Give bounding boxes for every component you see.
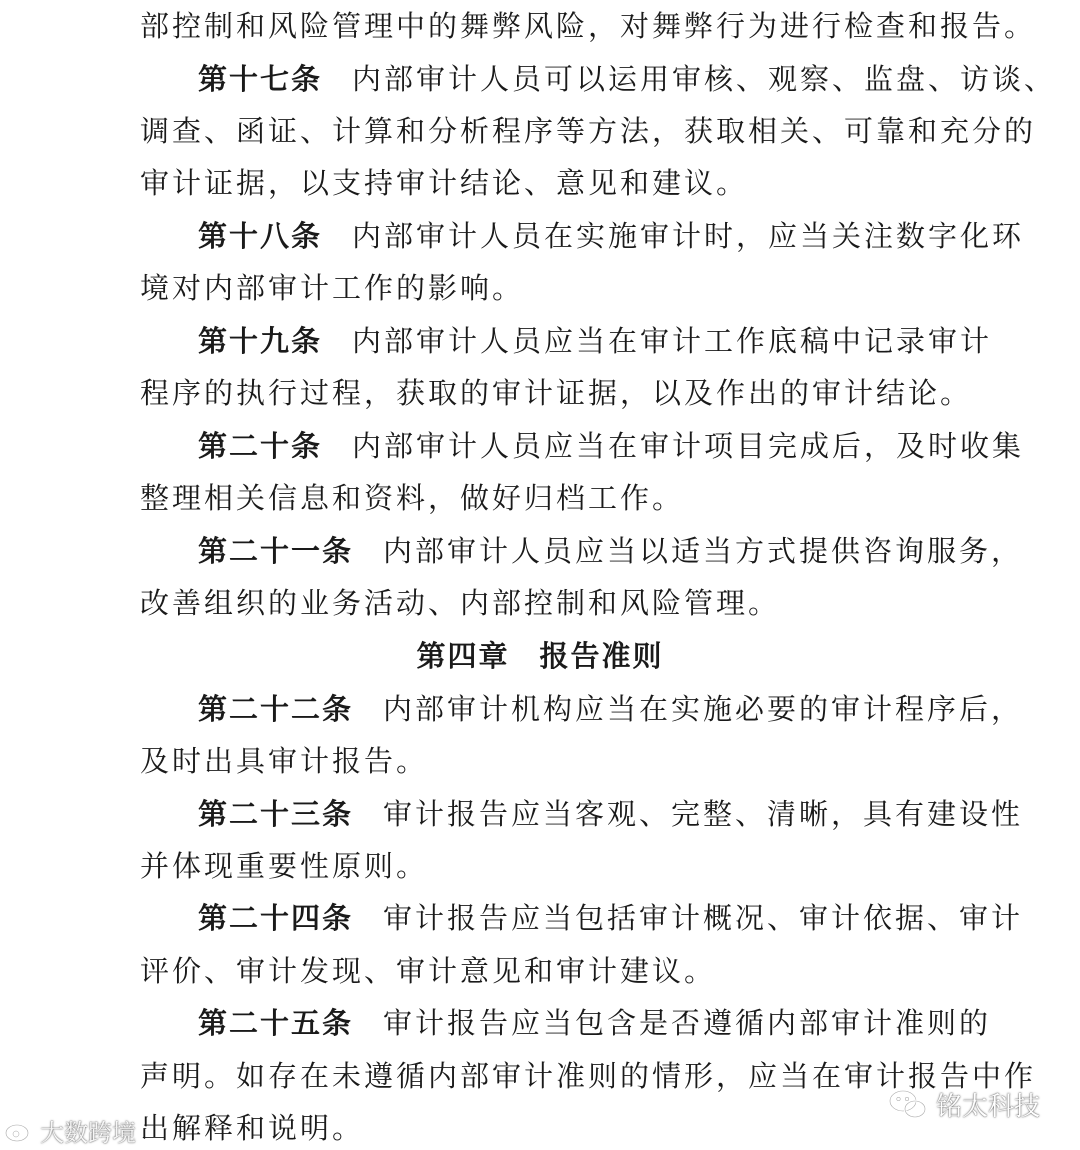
article-label: 第二十一条	[198, 534, 354, 568]
article-22: 第二十二条 内部审计机构应当在实施必要的审计程序后，	[198, 692, 1024, 726]
article-label: 第十九条	[198, 324, 323, 358]
article-label: 第二十四条	[198, 901, 354, 935]
text-line: 声明。如存在未遵循内部审计准则的情形，应当在审计报告中作	[140, 1059, 1037, 1093]
article-23: 第二十三条 审计报告应当客观、完整、清晰，具有建设性	[198, 797, 1024, 831]
chapter-number: 第四章	[416, 639, 510, 673]
article-label: 第十七条	[198, 62, 323, 96]
chapter-title: 报告准则	[539, 639, 664, 673]
weibo-icon	[4, 1117, 34, 1143]
article-19: 第十九条 内部审计人员应当在审计工作底稿中记录审计	[198, 324, 993, 358]
article-24: 第二十四条 审计报告应当包括审计概况、审计依据、审计	[198, 901, 1024, 935]
text-line: 程序的执行过程，获取的审计证据，以及作出的审计结论。	[140, 376, 973, 410]
watermark-weibo	[4, 1112, 136, 1148]
article-label: 第二十条	[198, 429, 323, 463]
article-20: 第二十条 内部审计人员应当在审计项目完成后，及时收集	[198, 429, 1025, 463]
article-18: 第十八条 内部审计人员在实施审计时，应当关注数字化环	[198, 219, 1025, 253]
article-label: 第二十三条	[198, 797, 354, 831]
text-line: 部控制和风险管理中的舞弊风险，对舞弊行为进行检查和报告。	[140, 9, 1037, 43]
text-line: 评价、审计发现、审计意见和审计建议。	[140, 954, 717, 988]
text-line: 审计证据，以支持审计结论、意见和建议。	[140, 166, 749, 200]
text-line: 调查、函证、计算和分析程序等方法，获取相关、可靠和充分的	[140, 114, 1037, 148]
chapter-heading	[0, 634, 1080, 678]
text-line: 改善组织的业务活动、内部控制和风险管理。	[140, 586, 781, 620]
article-label: 第十八条	[198, 219, 323, 253]
article-17: 第十七条 内部审计人员可以运用审核、观察、监盘、访谈、	[198, 62, 1057, 96]
article-21: 第二十一条 内部审计人员应当以适当方式提供咨询服务，	[198, 534, 1024, 568]
text-line: 境对内部审计工作的影响。	[140, 271, 525, 305]
article-label: 第二十五条	[198, 1006, 354, 1040]
text-line: 整理相关信息和资料，做好归档工作。	[140, 481, 685, 515]
article-label: 第二十二条	[198, 692, 354, 726]
article-25: 第二十五条 审计报告应当包含是否遵循内部审计准则的	[198, 1006, 992, 1040]
watermark-text: 铭太科技	[936, 1091, 1041, 1122]
watermark-text: 大数跨境	[40, 1118, 136, 1147]
text-line: 出解释和说明。	[140, 1111, 365, 1145]
text-line: 及时出具审计报告。	[140, 744, 429, 778]
text-line: 并体现重要性原则。	[140, 849, 429, 883]
watermark-wechat	[888, 1084, 1040, 1124]
wechat-icon	[888, 1088, 928, 1120]
